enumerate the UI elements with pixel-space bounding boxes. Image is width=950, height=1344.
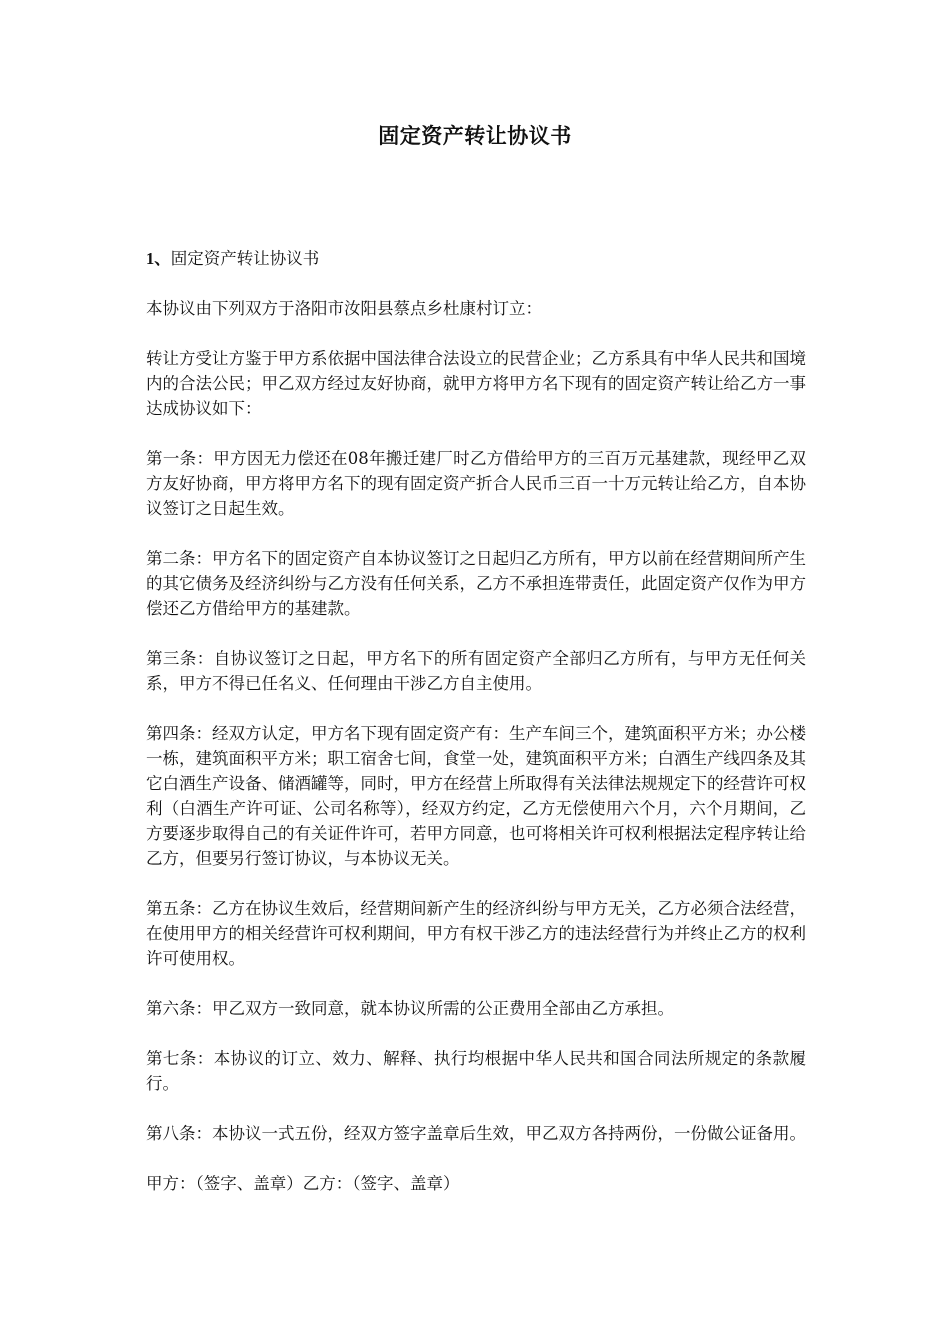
paragraph-article-8: 第八条：本协议一式五份，经双方签字盖章后生效，甲乙双方各持两份，一份做公证备用。: [146, 1124, 806, 1143]
section-heading-text: 固定资产转让协议书: [170, 249, 320, 268]
paragraph-article-4: 第四条：经双方认定，甲方名下现有固定资产有：生产车间三个，建筑面积平方米；办公楼一栋，建筑面积平方米；职工宿舍七间，食堂一处，建筑面积平方米；白酒生产线四条及其它白酒生产设备、储酒罐等，同时，甲方在经营上所取得有关法律法规规定下的经营许可权利（白酒生产许可证、公司名称等），经双方约定，乙方无偿使用六个月，六个月期间，乙方要逐步取得自己的有关证件许可，若甲方同意，也可将相关许可权利根据法定程序转让给乙方，但要另行签订协议，与本协议无关。: [146, 724, 806, 868]
paragraph-preamble: 转让方受让方鉴于甲方系依据中国法律合法设立的民营企业；乙方系具有中华人民共和国境内的合法公民；甲乙双方经过友好协商，就甲方将甲方名下现有的固定资产转让给乙方一事达成协议如下：: [146, 349, 806, 418]
paragraph-article-1: 第一条：甲方因无力偿还在08年搬迁建厂时乙方借给甲方的三百万元基建款，现经甲乙双方友好协商，甲方将甲方名下的现有固定资产折合人民币三百一十万元转让给乙方，自本协议签订之日起生效。: [146, 449, 806, 518]
paragraph-article-6: 第六条：甲乙双方一致同意，就本协议所需的公正费用全部由乙方承担。: [146, 999, 674, 1018]
section-heading: [146, 246, 806, 271]
paragraph-article-7: 第七条：本协议的订立、效力、解释、执行均根据中华人民共和国合同法所规定的条款履行。: [146, 1049, 806, 1093]
document-body: [146, 246, 806, 1196]
paragraph-article-3: 第三条：自协议签订之日起，甲方名下的所有固定资产全部归乙方所有，与甲方无任何关系，甲方不得已任名义、任何理由干涉乙方自主使用。: [146, 649, 806, 693]
section-number: 1、: [146, 249, 171, 268]
paragraph-article-2: 第二条：甲方名下的固定资产自本协议签订之日起归乙方所有，甲方以前在经营期间所产生的其它债务及经济纠纷与乙方没有任何关系，乙方不承担连带责任，此固定资产仅作为甲方偿还乙方借给甲方的基建款。: [146, 549, 806, 618]
document-title: 固定资产转让协议书: [378, 123, 572, 148]
paragraph-intro: 本协议由下列双方于洛阳市汝阳县蔡点乡杜康村订立：: [146, 299, 542, 318]
paragraph-article-5: 第五条：乙方在协议生效后，经营期间新产生的经济纠纷与甲方无关，乙方必须合法经营，在使用甲方的相关经营许可权利期间，甲方有权干涉乙方的违法经营行为并终止乙方的权利许可使用权。: [146, 899, 806, 968]
signature-line: 甲方：（签字、盖章）乙方：（签字、盖章）: [146, 1174, 460, 1193]
